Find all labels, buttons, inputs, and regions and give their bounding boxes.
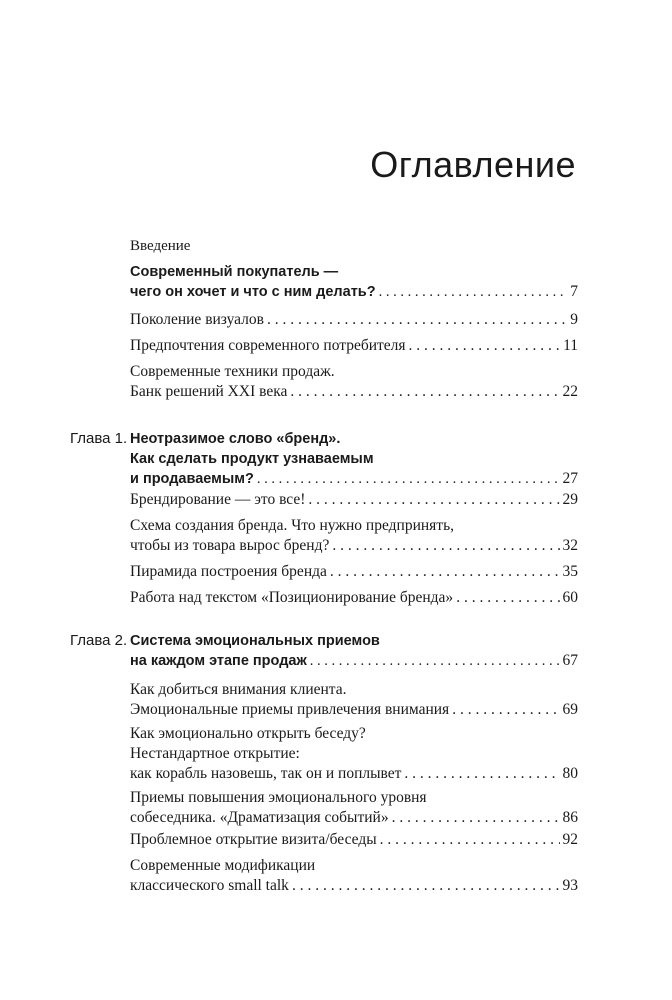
dot-leader — [267, 310, 567, 330]
toc-entry-ch2-2[interactable] — [130, 680, 578, 720]
page-number: 11 — [563, 337, 578, 354]
entry-line: Современные техники продаж. — [130, 363, 335, 380]
entry-line: Нестандартное открытие: — [130, 745, 300, 762]
entry-line: Современные модификации — [130, 857, 316, 874]
entry-line: Приемы повышения эмоционального уровня — [130, 789, 427, 806]
dot-leader — [409, 336, 561, 356]
dot-leader — [257, 469, 560, 489]
dot-leader — [379, 282, 568, 302]
dot-leader — [392, 808, 560, 828]
page-number: 35 — [562, 563, 578, 580]
page-number: 69 — [562, 701, 578, 718]
dot-leader — [292, 876, 560, 896]
toc-entry-ch1-5[interactable] — [130, 588, 578, 608]
entry-line: Проблемное открытие визита/беседы — [130, 831, 377, 848]
page-number: 93 — [562, 877, 578, 894]
dot-leader — [310, 651, 560, 671]
dot-leader — [380, 830, 560, 850]
page-number: 32 — [562, 537, 578, 554]
page-number: 80 — [562, 765, 578, 782]
entry-line: Эмоциональные приемы привлечения внимания — [130, 701, 450, 718]
entry-line: Как добиться внимания клиента. — [130, 681, 347, 698]
entry-line: чтобы из товара вырос бренд? — [130, 537, 330, 554]
entry-line: чего он хочет и что с ним делать? — [130, 284, 376, 300]
entry-line: Пирамида построения бренда — [130, 563, 327, 580]
entry-line: Работа над текстом «Позиционирование бренда» — [130, 589, 454, 606]
page-number: 29 — [562, 491, 578, 508]
toc-entry-ch2-5[interactable] — [130, 830, 578, 850]
entry-line: Неотразимое слово «бренд». — [130, 431, 341, 447]
toc-entry-ch1-2[interactable] — [130, 490, 578, 510]
toc-entry-intro-3[interactable] — [130, 336, 578, 356]
chapter-2-prefix: Глава 2. — [70, 632, 128, 649]
dot-leader — [290, 382, 559, 402]
entry-line: на каждом этапе продаж — [130, 653, 307, 669]
dot-leader — [308, 490, 559, 510]
entry-line: Современный покупатель — — [130, 264, 339, 280]
entry-line: Предпочтения современного потребителя — [130, 337, 406, 354]
page-number: 27 — [562, 470, 578, 487]
page-number: 86 — [562, 809, 578, 826]
page-number: 92 — [562, 831, 578, 848]
page-number: 9 — [570, 311, 578, 328]
entry-line: Как сделать продукт узнаваемым — [130, 451, 374, 467]
toc-entry-ch2-1[interactable] — [130, 631, 578, 671]
page-number: 22 — [562, 383, 578, 400]
toc-entry-ch2-6[interactable] — [130, 856, 578, 896]
dot-leader — [332, 536, 559, 556]
page-number: 7 — [570, 283, 578, 300]
entry-line: классического small talk — [130, 877, 289, 894]
entry-line: Схема создания бренда. Что нужно предпринять, — [130, 517, 455, 534]
intro-label: Введение — [130, 238, 191, 254]
entry-line: Брендирование — это все! — [130, 491, 306, 508]
dot-leader — [330, 562, 560, 582]
toc-entry-ch1-4[interactable] — [130, 562, 578, 582]
entry-line: Поколение визуалов — [130, 311, 264, 328]
entry-line: Система эмоциональных приемов — [130, 633, 380, 649]
entry-line: Банк решений XXI века — [130, 383, 288, 400]
toc-entry-ch1-1[interactable] — [130, 429, 578, 489]
toc-entry-ch1-3[interactable] — [130, 516, 578, 556]
chapter-1-prefix: Глава 1. — [70, 430, 128, 447]
entry-line: как корабль назовешь, так он и поплывет — [130, 765, 402, 782]
toc-entry-intro-1[interactable] — [130, 262, 578, 302]
dot-leader — [404, 764, 559, 784]
entry-line: Как эмоционально открыть беседу? — [130, 725, 366, 742]
toc-entry-ch2-3[interactable] — [130, 724, 578, 784]
dot-leader — [452, 700, 559, 720]
dot-leader — [456, 588, 559, 608]
page-number: 67 — [562, 652, 578, 669]
page-number: 60 — [562, 589, 578, 606]
toc-entry-intro-4[interactable] — [130, 362, 578, 402]
toc-entry-intro-2[interactable] — [130, 310, 578, 330]
toc-entry-ch2-4[interactable] — [130, 788, 578, 828]
entry-line: и продаваемым? — [130, 471, 254, 487]
entry-line: собеседника. «Драматизация событий» — [130, 809, 389, 826]
page-title: Оглавление — [370, 144, 576, 185]
